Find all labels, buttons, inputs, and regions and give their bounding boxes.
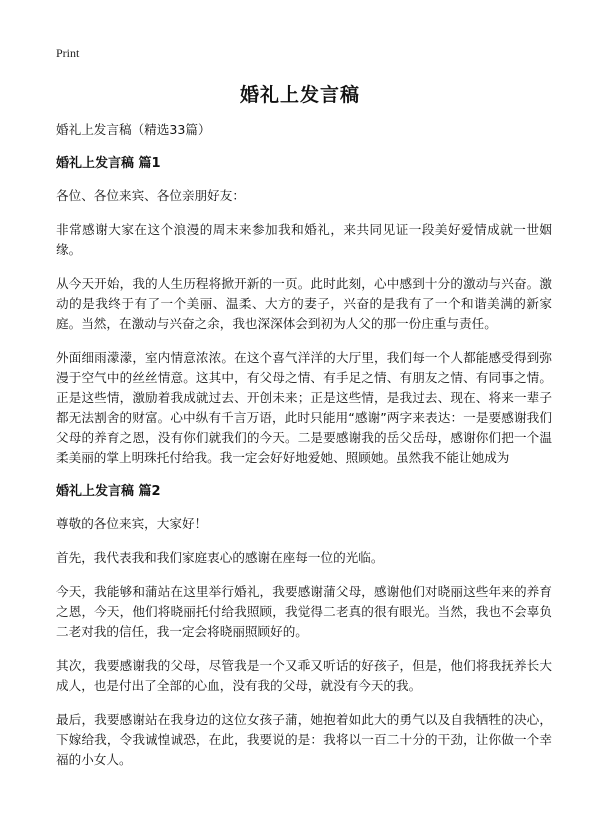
paragraph: 非常感谢大家在这个浪漫的周末来参加我和婚礼，来共同见证一段美好爱情成就一世姻缘。 xyxy=(56,222,552,257)
paragraph: 最后，我要感谢站在我身边的这位女孩子蒲，她抱着如此大的勇气以及自我牺牲的决心，下嫁给我，令我诚惶诚恐，在此，我要说的是：我将以一百二十分的干劲，让你做一个幸福的小女人。 xyxy=(56,712,552,767)
paragraph: 今天，我能够和蒲站在这里举行婚礼，我要感谢蒲父母，感谢他们对晓丽这些年来的养育之恩，今天，他们将晓丽托付给我照顾，我觉得二老真的很有眼光。当然，我也不会辜负二老对我的信任，我一定会将晓丽照顾好的。 xyxy=(56,584,552,639)
page-title: 婚礼上发言稿 xyxy=(239,84,360,106)
paragraph: 尊敬的各位来宾，大家好！ xyxy=(56,516,208,531)
paragraph: 外面细雨濛濛，室内情意浓浓。在这个喜气洋洋的大厅里，我们每一个人都能感受得到弥漫于空气中的丝丝情意。这其中，有父母之情、有手足之情、有朋友之情、有同事之情。正是这些情，激励着我成就过去、开创未来；正是这些情，是我过去、现在、将来一辈子都无法割舍的财富。心中纵有千言万语，此时只能用“感谢”两字来表达：一是要感谢我们父母的养育之恩，没有你们就我们的今天。二是要感谢我的岳父岳母，感谢你们把一个温柔美丽的掌上明珠托付给我。我一定会好好地爱她、照顾她。虽然我不能让她成为 xyxy=(56,350,552,465)
document-subtitle: 婚礼上发言稿（精选33篇） xyxy=(56,122,211,137)
paragraph: 从今天开始，我的人生历程将掀开新的一页。此时此刻，心中感到十分的激动与兴奋。激动的是我终于有了一个美丽、温柔、大方的妻子，兴奋的是我有了一个和谐美满的新家庭。当然，在激动与兴奋之余，我也深深体会到初为人父的那一份庄重与责任。 xyxy=(56,276,552,331)
paragraph: 首先，我代表我和我们家庭衷心的感谢在座每一位的光临。 xyxy=(56,550,384,565)
section-2 xyxy=(56,482,552,770)
paragraph: 其次，我要感谢我的父母，尽管我是一个又乖又听话的好孩子，但是，他们将我抚养长大成人，也是付出了全部的心血，没有我的父母，就没有今天的我。 xyxy=(56,658,552,693)
document-body xyxy=(56,120,552,784)
section-1 xyxy=(56,154,552,468)
print-link[interactable]: Print xyxy=(56,46,80,60)
section-heading: 婚礼上发言稿 篇1 xyxy=(56,156,161,171)
section-heading: 婚礼上发言稿 篇2 xyxy=(56,484,161,499)
paragraph: 各位、各位来宾、各位亲朋好友： xyxy=(56,188,245,203)
